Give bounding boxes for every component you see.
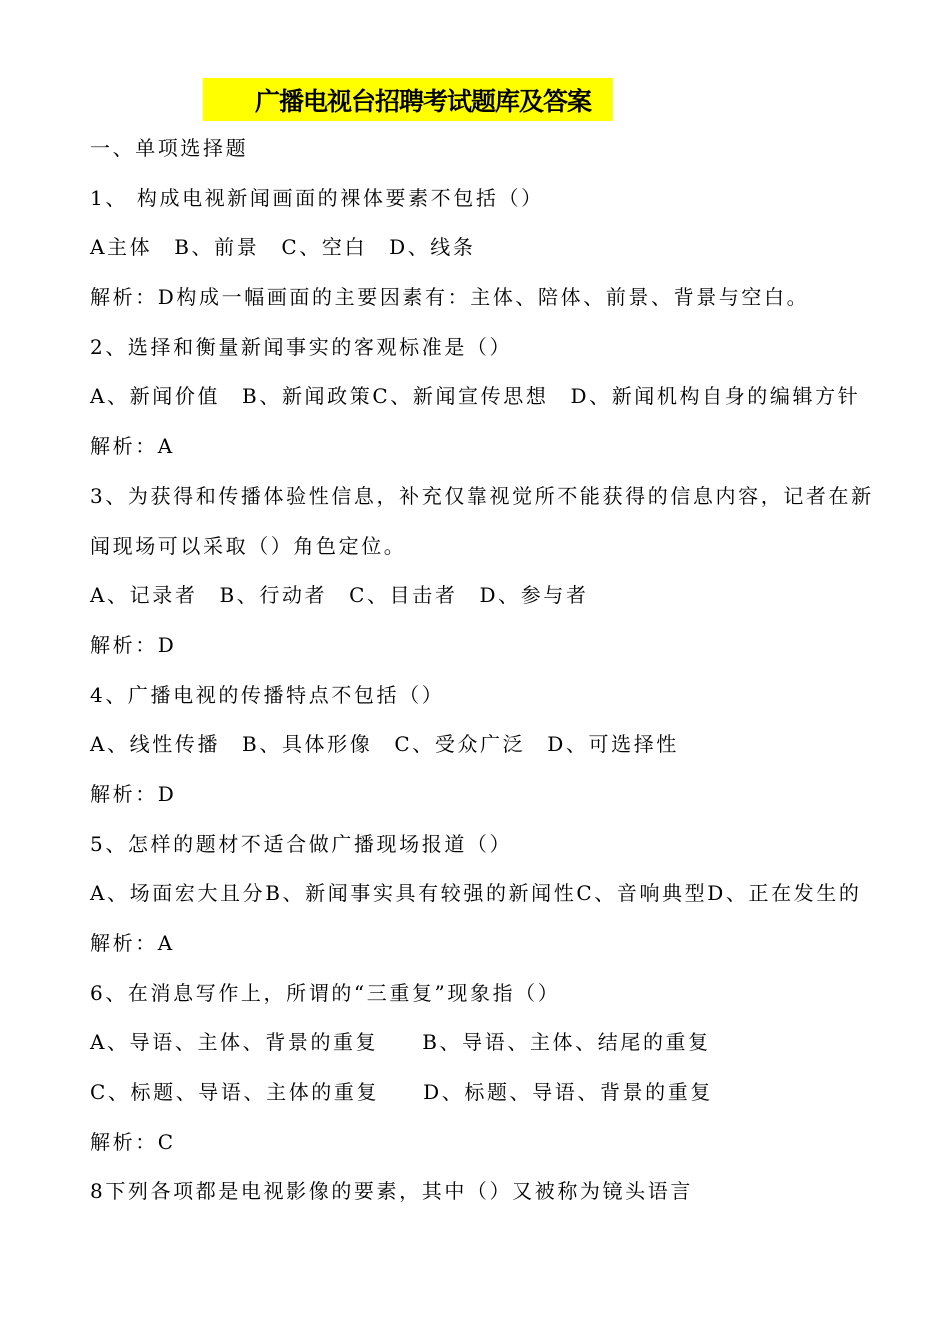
question-stem: 1、 构成电视新闻画面的裸体要素不包括（）: [90, 185, 544, 210]
question-analysis: 解析：C: [90, 1129, 176, 1154]
question-stem: 6、在消息写作上，所谓的“三重复”现象指（）: [90, 980, 561, 1005]
question-stem: 4、广播电视的传播特点不包括（）: [90, 682, 445, 707]
option: B、具体形像: [242, 732, 373, 757]
question-options: [90, 1068, 880, 1118]
question-options: [90, 720, 880, 770]
question-analysis: 解析：D构成一幅画面的主要因素有：主体、陪体、前景、背景与空白。: [90, 285, 810, 310]
option: A、记录者: [90, 583, 198, 608]
option: D、线条: [389, 235, 476, 260]
option: A主体: [90, 235, 153, 260]
question-stem: 8下列各项都是电视影像的要素，其中（）又被称为镜头语言: [90, 1179, 693, 1204]
option: A、线性传播: [90, 732, 221, 757]
option: D、新闻机构自身的编辑方针: [570, 384, 861, 409]
document-body: [90, 124, 880, 1217]
option: D、标题、导语、背景的重复: [423, 1080, 713, 1105]
title-highlight: [203, 78, 613, 121]
option: C、标题、导语、主体的重复: [90, 1080, 380, 1105]
question-options: [90, 1018, 880, 1068]
question-analysis: 解析：A: [90, 434, 175, 459]
question-analysis: 解析：D: [90, 781, 177, 806]
option: D、参与者: [479, 583, 589, 608]
question-analysis: 解析：D: [90, 632, 177, 657]
page-title: 广播电视台招聘考试题库及答案: [255, 86, 592, 116]
question-stem: 2、选择和衡量新闻事实的客观标准是（）: [90, 334, 513, 359]
question-options: [90, 223, 880, 273]
option: C、空白: [281, 235, 368, 260]
question-analysis: 解析：A: [90, 931, 175, 955]
question-stem: 5、怎样的题材不适合做广播现场报道（）: [90, 831, 513, 856]
option: B、新闻政策C、新闻宣传思想: [242, 384, 549, 409]
option: B、前景: [174, 235, 260, 260]
option: A、新闻价值: [90, 384, 221, 409]
section-heading: 一、单项选择题: [90, 136, 249, 160]
option: D、可选择性: [547, 732, 679, 757]
option: A、导语、主体、背景的重复: [90, 1030, 379, 1055]
question-options: A、场面宏大且分B、新闻事实具有较强的新闻性C、音响典型D、正在发生的: [90, 881, 862, 906]
option: B、行动者: [219, 583, 328, 608]
question-options: [90, 571, 880, 621]
option: B、导语、主体、结尾的重复: [422, 1030, 711, 1055]
question-stem: 3、为获得和传播体验性信息，补充仅靠视觉所不能获得的信息内容，记者在新: [90, 483, 874, 508]
question-options: [90, 372, 880, 422]
option: C、目击者: [349, 583, 458, 608]
question-stem-continued: 闻现场可以采取（）角色定位。: [90, 533, 407, 558]
option: C、受众广泛: [394, 732, 526, 757]
